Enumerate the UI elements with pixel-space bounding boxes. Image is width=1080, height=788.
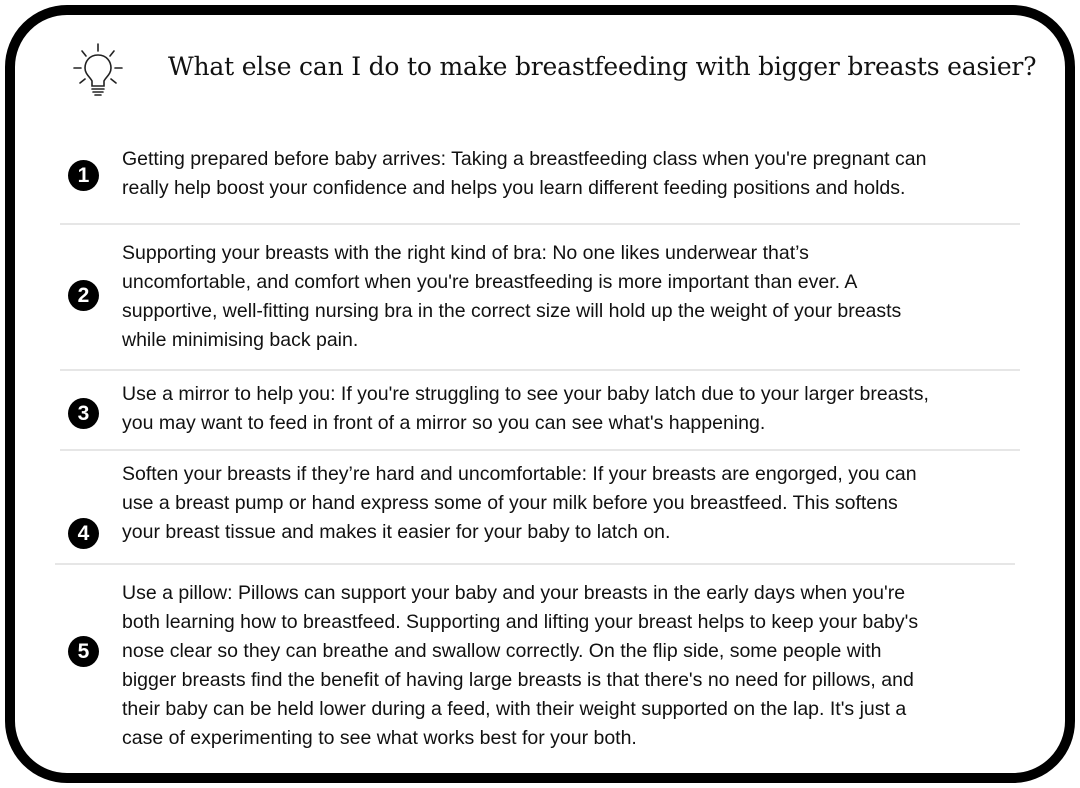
item-5-line: their baby can be held lower during a feed, with their weight supported on the lap. It's just a <box>122 698 907 720</box>
item-5-line: case of experimenting to see what works best for your both. <box>122 727 637 749</box>
divider <box>60 449 1020 451</box>
item-number-5: 5 <box>68 636 99 667</box>
item-3-line: you may want to feed in front of a mirror so you can see what's happening. <box>122 412 766 434</box>
item-number-2: 2 <box>68 280 99 311</box>
item-1-line: really help boost your confidence and helps you learn different feeding positions and holds. <box>122 177 906 199</box>
item-number-3: 3 <box>68 398 99 429</box>
item-5-line: Use a pillow: Pillows can support your baby and your breasts in the early days when you're <box>122 582 906 604</box>
item-text-1 <box>122 145 926 203</box>
divider <box>60 223 1020 225</box>
item-text-5 <box>122 579 918 753</box>
item-1-line: Getting prepared before baby arrives: Taking a breastfeeding class when you're pregnant can <box>122 148 927 170</box>
item-4-line: your breast tissue and makes it easier for your baby to latch on. <box>122 521 671 543</box>
divider <box>60 369 1020 371</box>
item-4-line: Soften your breasts if they’re hard and uncomfortable: If your breasts are engorged, you can <box>122 463 917 485</box>
lightbulb-icon <box>70 40 126 100</box>
item-5-line: bigger breasts find the benefit of having large breasts is that there's no need for pillows, and <box>122 669 914 691</box>
item-5-line: both learning how to breastfeed. Supporting and lifting your breast helps to keep your baby's <box>122 611 919 633</box>
item-5-line: nose clear so they can breathe and swallow correctly. On the flip side, some people with <box>122 640 882 662</box>
item-2-line: Supporting your breasts with the right kind of bra: No one likes underwear that’s <box>122 242 809 264</box>
item-text-4 <box>122 460 917 547</box>
item-text-2 <box>122 239 901 355</box>
item-text-3 <box>122 380 929 438</box>
item-number-1: 1 <box>68 160 99 191</box>
item-number-4: 4 <box>68 518 99 549</box>
divider <box>55 563 1015 565</box>
item-2-line: uncomfortable, and comfort when you're breastfeeding is more important than ever. A <box>122 271 858 293</box>
item-2-line: supportive, well-fitting nursing bra in the correct size will hold up the weight of your breasts <box>122 300 902 322</box>
item-3-line: Use a mirror to help you: If you're struggling to see your baby latch due to your larger breasts, <box>122 383 929 405</box>
page-title: What else can I do to make breastfeeding with bigger breasts easier? <box>168 52 1037 81</box>
item-2-line: while minimising back pain. <box>122 329 359 351</box>
item-4-line: use a breast pump or hand express some of your milk before you breastfeed. This softens <box>122 492 898 514</box>
